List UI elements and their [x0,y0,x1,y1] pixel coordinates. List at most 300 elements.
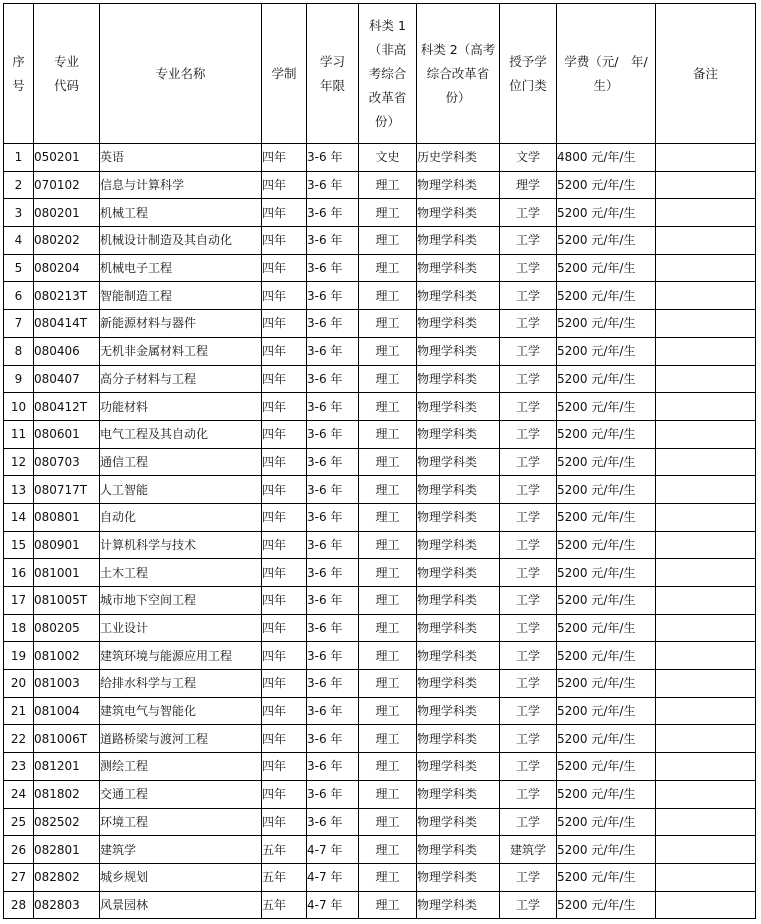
study-years-cell: 3-6 年 [307,476,359,504]
major-name-cell: 建筑电气与智能化 [100,697,262,725]
study-years-cell: 3-6 年 [307,310,359,338]
category-1-cell: 理工 [359,227,417,255]
program-length-cell: 五年 [262,863,307,891]
category-2-cell: 物理学科类 [417,780,500,808]
major-code-cell: 080201 [34,199,100,227]
program-length-cell: 四年 [262,559,307,587]
category-1-cell: 理工 [359,808,417,836]
category-2-cell: 物理学科类 [417,753,500,781]
study-years-cell: 3-6 年 [307,753,359,781]
degree-type-cell: 工学 [500,753,557,781]
note-cell [656,891,756,919]
category-1-cell: 理工 [359,310,417,338]
study-years-cell: 3-6 年 [307,448,359,476]
program-length-cell: 四年 [262,725,307,753]
tuition-fee-cell: 4800 元/年/生 [557,144,656,172]
table-row [4,753,756,781]
row-index-cell: 27 [4,863,34,891]
note-cell [656,476,756,504]
category-1-cell: 理工 [359,863,417,891]
tuition-fee-cell: 5200 元/年/生 [557,863,656,891]
study-years-cell: 3-6 年 [307,365,359,393]
study-years-cell: 3-6 年 [307,337,359,365]
program-length-cell: 四年 [262,780,307,808]
category-2-cell: 物理学科类 [417,670,500,698]
program-length-cell: 四年 [262,531,307,559]
tuition-fee-cell: 5200 元/年/生 [557,282,656,310]
row-index-cell: 10 [4,393,34,421]
row-index-cell: 22 [4,725,34,753]
category-2-cell: 物理学科类 [417,836,500,864]
note-cell [656,365,756,393]
note-cell [656,171,756,199]
table-row [4,670,756,698]
degree-type-cell: 工学 [500,227,557,255]
note-cell [656,614,756,642]
study-years-cell: 3-6 年 [307,503,359,531]
major-code-cell: 080717T [34,476,100,504]
major-code-cell: 080204 [34,254,100,282]
degree-type-cell: 工学 [500,670,557,698]
header-cell-years [307,4,359,144]
table-row [4,725,756,753]
degree-type-cell: 工学 [500,448,557,476]
row-index-cell: 25 [4,808,34,836]
major-code-cell: 082802 [34,863,100,891]
major-name-cell: 建筑学 [100,836,262,864]
study-years-cell: 3-6 年 [307,697,359,725]
degree-type-cell: 工学 [500,808,557,836]
row-index-cell: 11 [4,420,34,448]
category-2-cell: 物理学科类 [417,725,500,753]
program-length-cell: 四年 [262,420,307,448]
study-years-cell: 3-6 年 [307,559,359,587]
program-length-cell: 四年 [262,753,307,781]
tuition-fee-cell: 5200 元/年/生 [557,448,656,476]
row-index-cell: 2 [4,171,34,199]
degree-type-cell: 工学 [500,420,557,448]
tuition-fee-cell: 5200 元/年/生 [557,393,656,421]
program-length-cell: 四年 [262,614,307,642]
row-index-cell: 1 [4,144,34,172]
table-row [4,199,756,227]
category-1-cell: 理工 [359,697,417,725]
program-length-cell: 四年 [262,199,307,227]
row-index-cell: 19 [4,642,34,670]
tuition-fee-cell: 5200 元/年/生 [557,559,656,587]
major-name-cell: 高分子材料与工程 [100,365,262,393]
major-code-cell: 082502 [34,808,100,836]
table-row [4,503,756,531]
note-cell [656,753,756,781]
category-1-cell: 理工 [359,420,417,448]
header-label: 序 号 [12,53,25,93]
major-code-cell: 080414T [34,310,100,338]
category-2-cell: 物理学科类 [417,254,500,282]
category-1-cell: 理工 [359,199,417,227]
category-2-cell: 物理学科类 [417,614,500,642]
row-index-cell: 15 [4,531,34,559]
study-years-cell: 3-6 年 [307,725,359,753]
table-row [4,310,756,338]
table-row [4,836,756,864]
tuition-fee-cell: 5200 元/年/生 [557,780,656,808]
table-row [4,559,756,587]
category-2-cell: 物理学科类 [417,393,500,421]
major-code-cell: 081005T [34,587,100,615]
header-cell-length [262,4,307,144]
header-cell-note [656,4,756,144]
table-row [4,808,756,836]
row-index-cell: 21 [4,697,34,725]
major-name-cell: 自动化 [100,503,262,531]
degree-type-cell: 工学 [500,365,557,393]
major-code-cell: 080202 [34,227,100,255]
study-years-cell: 3-6 年 [307,420,359,448]
table-row [4,697,756,725]
category-1-cell: 理工 [359,448,417,476]
program-length-cell: 五年 [262,891,307,919]
degree-type-cell: 工学 [500,254,557,282]
note-cell [656,670,756,698]
major-name-cell: 通信工程 [100,448,262,476]
tuition-fee-cell: 5200 元/年/生 [557,420,656,448]
degree-type-cell: 工学 [500,863,557,891]
major-name-cell: 土木工程 [100,559,262,587]
degree-type-cell: 工学 [500,337,557,365]
study-years-cell: 3-6 年 [307,393,359,421]
program-length-cell: 四年 [262,171,307,199]
study-years-cell: 3-6 年 [307,808,359,836]
header-label: 备注 [692,65,718,81]
major-name-cell: 机械电子工程 [100,254,262,282]
degree-type-cell: 理学 [500,171,557,199]
tuition-fee-cell: 5200 元/年/生 [557,503,656,531]
tuition-fee-cell: 5200 元/年/生 [557,531,656,559]
study-years-cell: 3-6 年 [307,199,359,227]
header-cell-fee [557,4,656,144]
study-years-cell: 3-6 年 [307,254,359,282]
note-cell [656,420,756,448]
tuition-fee-cell: 5200 元/年/生 [557,614,656,642]
row-index-cell: 28 [4,891,34,919]
category-1-cell: 理工 [359,753,417,781]
study-years-cell: 3-6 年 [307,282,359,310]
table-body [4,144,756,919]
row-index-cell: 3 [4,199,34,227]
tuition-fee-cell: 5200 元/年/生 [557,753,656,781]
note-cell [656,587,756,615]
category-2-cell: 物理学科类 [417,199,500,227]
header-cell-name [100,4,262,144]
major-name-cell: 机械设计制造及其自动化 [100,227,262,255]
category-1-cell: 理工 [359,587,417,615]
major-code-cell: 082803 [34,891,100,919]
degree-type-cell: 工学 [500,780,557,808]
note-cell [656,254,756,282]
category-1-cell: 理工 [359,780,417,808]
note-cell [656,559,756,587]
row-index-cell: 13 [4,476,34,504]
table-row [4,587,756,615]
category-1-cell: 理工 [359,393,417,421]
header-cell-category-1 [359,4,417,144]
program-length-cell: 四年 [262,448,307,476]
note-cell [656,227,756,255]
tuition-fee-cell: 5200 元/年/生 [557,836,656,864]
degree-type-cell: 工学 [500,587,557,615]
program-length-cell: 四年 [262,282,307,310]
category-2-cell: 物理学科类 [417,310,500,338]
major-name-cell: 交通工程 [100,780,262,808]
table-row [4,171,756,199]
study-years-cell: 4-7 年 [307,891,359,919]
program-length-cell: 四年 [262,310,307,338]
program-length-cell: 四年 [262,337,307,365]
table-row [4,420,756,448]
table-header-row [4,4,756,144]
program-length-cell: 五年 [262,836,307,864]
major-code-cell: 080407 [34,365,100,393]
major-code-cell: 081002 [34,642,100,670]
major-code-cell: 081802 [34,780,100,808]
major-name-cell: 机械工程 [100,199,262,227]
degree-type-cell: 工学 [500,531,557,559]
category-1-cell: 理工 [359,725,417,753]
major-name-cell: 给排水科学与工程 [100,670,262,698]
study-years-cell: 3-6 年 [307,670,359,698]
table-row [4,282,756,310]
category-1-cell: 理工 [359,836,417,864]
row-index-cell: 8 [4,337,34,365]
row-index-cell: 18 [4,614,34,642]
note-cell [656,725,756,753]
category-2-cell: 物理学科类 [417,448,500,476]
header-label: 学制 [271,65,297,81]
row-index-cell: 24 [4,780,34,808]
degree-type-cell: 工学 [500,282,557,310]
table-row [4,531,756,559]
category-2-cell: 物理学科类 [417,337,500,365]
major-code-cell: 080601 [34,420,100,448]
major-code-cell: 080412T [34,393,100,421]
major-code-cell: 081004 [34,697,100,725]
header-label: 专业名称 [155,65,206,81]
note-cell [656,199,756,227]
major-code-cell: 081006T [34,725,100,753]
major-code-cell: 080406 [34,337,100,365]
category-2-cell: 物理学科类 [417,282,500,310]
major-code-cell: 080205 [34,614,100,642]
header-label: 学习 年限 [319,53,345,93]
major-name-cell: 风景园林 [100,891,262,919]
major-code-cell: 080213T [34,282,100,310]
note-cell [656,448,756,476]
category-1-cell: 文史 [359,144,417,172]
category-1-cell: 理工 [359,642,417,670]
major-code-cell: 082801 [34,836,100,864]
row-index-cell: 7 [4,310,34,338]
note-cell [656,780,756,808]
category-1-cell: 理工 [359,254,417,282]
header-cell-code [34,4,100,144]
note-cell [656,808,756,836]
table-row [4,144,756,172]
table-row [4,891,756,919]
tuition-fee-cell: 5200 元/年/生 [557,670,656,698]
major-code-cell: 080801 [34,503,100,531]
category-2-cell: 物理学科类 [417,227,500,255]
tuition-fee-cell: 5200 元/年/生 [557,337,656,365]
tuition-fee-cell: 5200 元/年/生 [557,171,656,199]
category-2-cell: 物理学科类 [417,587,500,615]
degree-type-cell: 工学 [500,476,557,504]
category-2-cell: 物理学科类 [417,808,500,836]
table-row [4,614,756,642]
program-length-cell: 四年 [262,697,307,725]
program-length-cell: 四年 [262,808,307,836]
table-row [4,227,756,255]
category-1-cell: 理工 [359,171,417,199]
major-code-cell: 050201 [34,144,100,172]
note-cell [656,836,756,864]
degree-type-cell: 工学 [500,310,557,338]
major-code-cell: 080901 [34,531,100,559]
category-2-cell: 物理学科类 [417,863,500,891]
program-length-cell: 四年 [262,587,307,615]
tuition-fee-cell: 5200 元/年/生 [557,725,656,753]
header-label: 授予学 位门类 [509,53,547,93]
header-cell-degree [500,4,557,144]
category-2-cell: 物理学科类 [417,531,500,559]
major-name-cell: 英语 [100,144,262,172]
category-2-cell: 物理学科类 [417,891,500,919]
study-years-cell: 4-7 年 [307,863,359,891]
program-length-cell: 四年 [262,254,307,282]
category-1-cell: 理工 [359,531,417,559]
note-cell [656,282,756,310]
note-cell [656,337,756,365]
degree-type-cell: 工学 [500,725,557,753]
category-2-cell: 物理学科类 [417,503,500,531]
row-index-cell: 4 [4,227,34,255]
major-name-cell: 城乡规划 [100,863,262,891]
major-name-cell: 功能材料 [100,393,262,421]
major-name-cell: 城市地下空间工程 [100,587,262,615]
tuition-fee-cell: 5200 元/年/生 [557,808,656,836]
table-row [4,642,756,670]
major-name-cell: 测绘工程 [100,753,262,781]
category-2-cell: 物理学科类 [417,171,500,199]
tuition-fee-cell: 5200 元/年/生 [557,310,656,338]
study-years-cell: 3-6 年 [307,587,359,615]
category-1-cell: 理工 [359,614,417,642]
program-length-cell: 四年 [262,144,307,172]
note-cell [656,697,756,725]
degree-type-cell: 工学 [500,393,557,421]
program-length-cell: 四年 [262,393,307,421]
note-cell [656,863,756,891]
note-cell [656,642,756,670]
tuition-fee-cell: 5200 元/年/生 [557,587,656,615]
category-1-cell: 理工 [359,337,417,365]
program-length-cell: 四年 [262,227,307,255]
table-row [4,365,756,393]
row-index-cell: 17 [4,587,34,615]
major-name-cell: 电气工程及其自动化 [100,420,262,448]
study-years-cell: 3-6 年 [307,614,359,642]
table-row [4,448,756,476]
major-code-cell: 080703 [34,448,100,476]
tuition-fee-cell: 5200 元/年/生 [557,227,656,255]
major-name-cell: 信息与计算科学 [100,171,262,199]
category-2-cell: 物理学科类 [417,365,500,393]
study-years-cell: 3-6 年 [307,642,359,670]
study-years-cell: 3-6 年 [307,227,359,255]
degree-type-cell: 工学 [500,199,557,227]
note-cell [656,144,756,172]
header-label: 学费（元/ 年/ 生） [564,53,648,93]
degree-type-cell: 工学 [500,559,557,587]
major-name-cell: 环境工程 [100,808,262,836]
header-label: 科类 1 （非高 考综合 改革省 份） [368,17,407,129]
table-row [4,863,756,891]
majors-table [3,3,756,919]
tuition-fee-cell: 5200 元/年/生 [557,199,656,227]
major-name-cell: 计算机科学与技术 [100,531,262,559]
header-label: 科类 2（高考 综合改革省 份） [420,41,496,105]
header-cell-category-2 [417,4,500,144]
category-1-cell: 理工 [359,559,417,587]
category-1-cell: 理工 [359,891,417,919]
row-index-cell: 23 [4,753,34,781]
program-length-cell: 四年 [262,503,307,531]
category-2-cell: 物理学科类 [417,420,500,448]
study-years-cell: 4-7 年 [307,836,359,864]
table-row [4,393,756,421]
table-row [4,476,756,504]
major-name-cell: 新能源材料与器件 [100,310,262,338]
row-index-cell: 20 [4,670,34,698]
program-length-cell: 四年 [262,670,307,698]
major-code-cell: 081001 [34,559,100,587]
degree-type-cell: 工学 [500,891,557,919]
category-2-cell: 历史学科类 [417,144,500,172]
table-row [4,254,756,282]
major-code-cell: 081201 [34,753,100,781]
major-name-cell: 建筑环境与能源应用工程 [100,642,262,670]
row-index-cell: 6 [4,282,34,310]
note-cell [656,531,756,559]
table-row [4,337,756,365]
program-length-cell: 四年 [262,642,307,670]
category-2-cell: 物理学科类 [417,559,500,587]
category-1-cell: 理工 [359,670,417,698]
note-cell [656,393,756,421]
tuition-fee-cell: 5200 元/年/生 [557,891,656,919]
category-1-cell: 理工 [359,365,417,393]
degree-type-cell: 建筑学 [500,836,557,864]
category-1-cell: 理工 [359,503,417,531]
row-index-cell: 12 [4,448,34,476]
category-1-cell: 理工 [359,476,417,504]
major-code-cell: 070102 [34,171,100,199]
degree-type-cell: 工学 [500,697,557,725]
major-name-cell: 智能制造工程 [100,282,262,310]
category-2-cell: 物理学科类 [417,642,500,670]
tuition-fee-cell: 5200 元/年/生 [557,476,656,504]
tuition-fee-cell: 5200 元/年/生 [557,365,656,393]
